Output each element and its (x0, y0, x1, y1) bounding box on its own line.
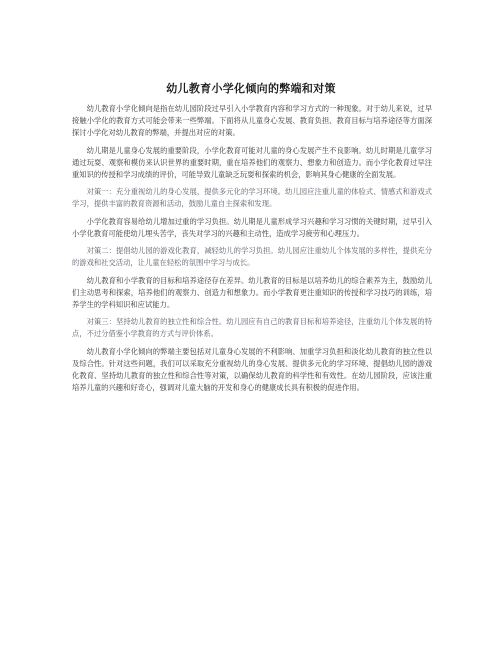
paragraph-goals: 幼儿教育和小学教育的目标和培养途径存在差异。幼儿教育的目标是以培养幼儿的综合素养为主，鼓励幼儿们主动思考和探索，培养他们的观察力、创造力和想象力。而小学教育更注重知识的传授和学习技巧的训练，培养学生的学科知识和应试能力。 (72, 275, 432, 309)
paragraph-strategy-three: 对策三：坚持幼儿教育的独立性和综合性。幼儿园应有自己的教育目标和培养途径，注重幼儿个体发展的特点，不过分借鉴小学教育的方式与评价体系。 (72, 317, 432, 338)
document-title: 幼儿教育小学化倾向的弊端和对策 (166, 82, 336, 95)
document-body (72, 103, 432, 399)
paragraph-development: 幼儿期是儿童身心发展的重要阶段，小学化教育可能对儿童的身心发展产生不良影响。幼儿时期是儿童学习通过玩耍、观察和模仿来认识世界的重要时期，重在培养他们的观察力、想象力和创造力。而小学化教育过早注重知识的传授和学习成绩的评价，可能导致儿童缺乏玩耍和探索的机会，影响其身心健康的全面发展。 (72, 145, 432, 179)
paragraph-burden: 小学化教育容易给幼儿增加过重的学习负担。幼儿期是儿童形成学习兴趣和学习习惯的关键时期，过早引入小学化教育可能使幼儿埋头苦学，丧失对学习的兴趣和主动性，造成学习疲劳和心理压力。 (72, 216, 432, 238)
paragraph-intro: 幼儿教育小学化倾向是指在幼儿园阶段过早引入小学教育内容和学习方式的一种现象。对于幼儿来说，过早接触小学化的教育方式可能会带来一些弊端。下面将从儿童身心发展、教育负担、教育目标与培养途径等方面深探讨小学化对幼儿教育的弊端，并提出对应的对策。 (72, 104, 432, 137)
paragraph-strategy-two: 对策二：提倡幼儿园的游戏化教育，减轻幼儿的学习负担。幼儿园应注重幼儿个体发展的多样性，提供充分的游戏和社交活动，让儿童在轻松的氛围中学习与成长。 (72, 246, 432, 267)
paragraph-conclusion: 幼儿教育小学化倾向的弊端主要包括对儿童身心发展的不利影响、加重学习负担和淡化幼儿教育的独立性以及综合性。针对这些问题，我们可以采取充分重视幼儿的身心发展、提供多元化的学习环境、提倡幼儿园的游戏化教育、坚持幼儿教育的独立性和综合性等对策，以确保幼儿教育的科学性和有效性。在幼儿园阶段，应该注重培养儿童的兴趣和好奇心，强调对儿童大脑的开发和身心的健康成长具有积极的促进作用。 (72, 346, 432, 392)
paragraph-strategy-one: 对策一：充分重视幼儿的身心发展，提供多元化的学习环境。幼儿园应注重儿童的体验式、情感式和游戏式学习，提供丰富的教育资源和活动，鼓励儿童自主探索和发现。 (72, 187, 432, 208)
